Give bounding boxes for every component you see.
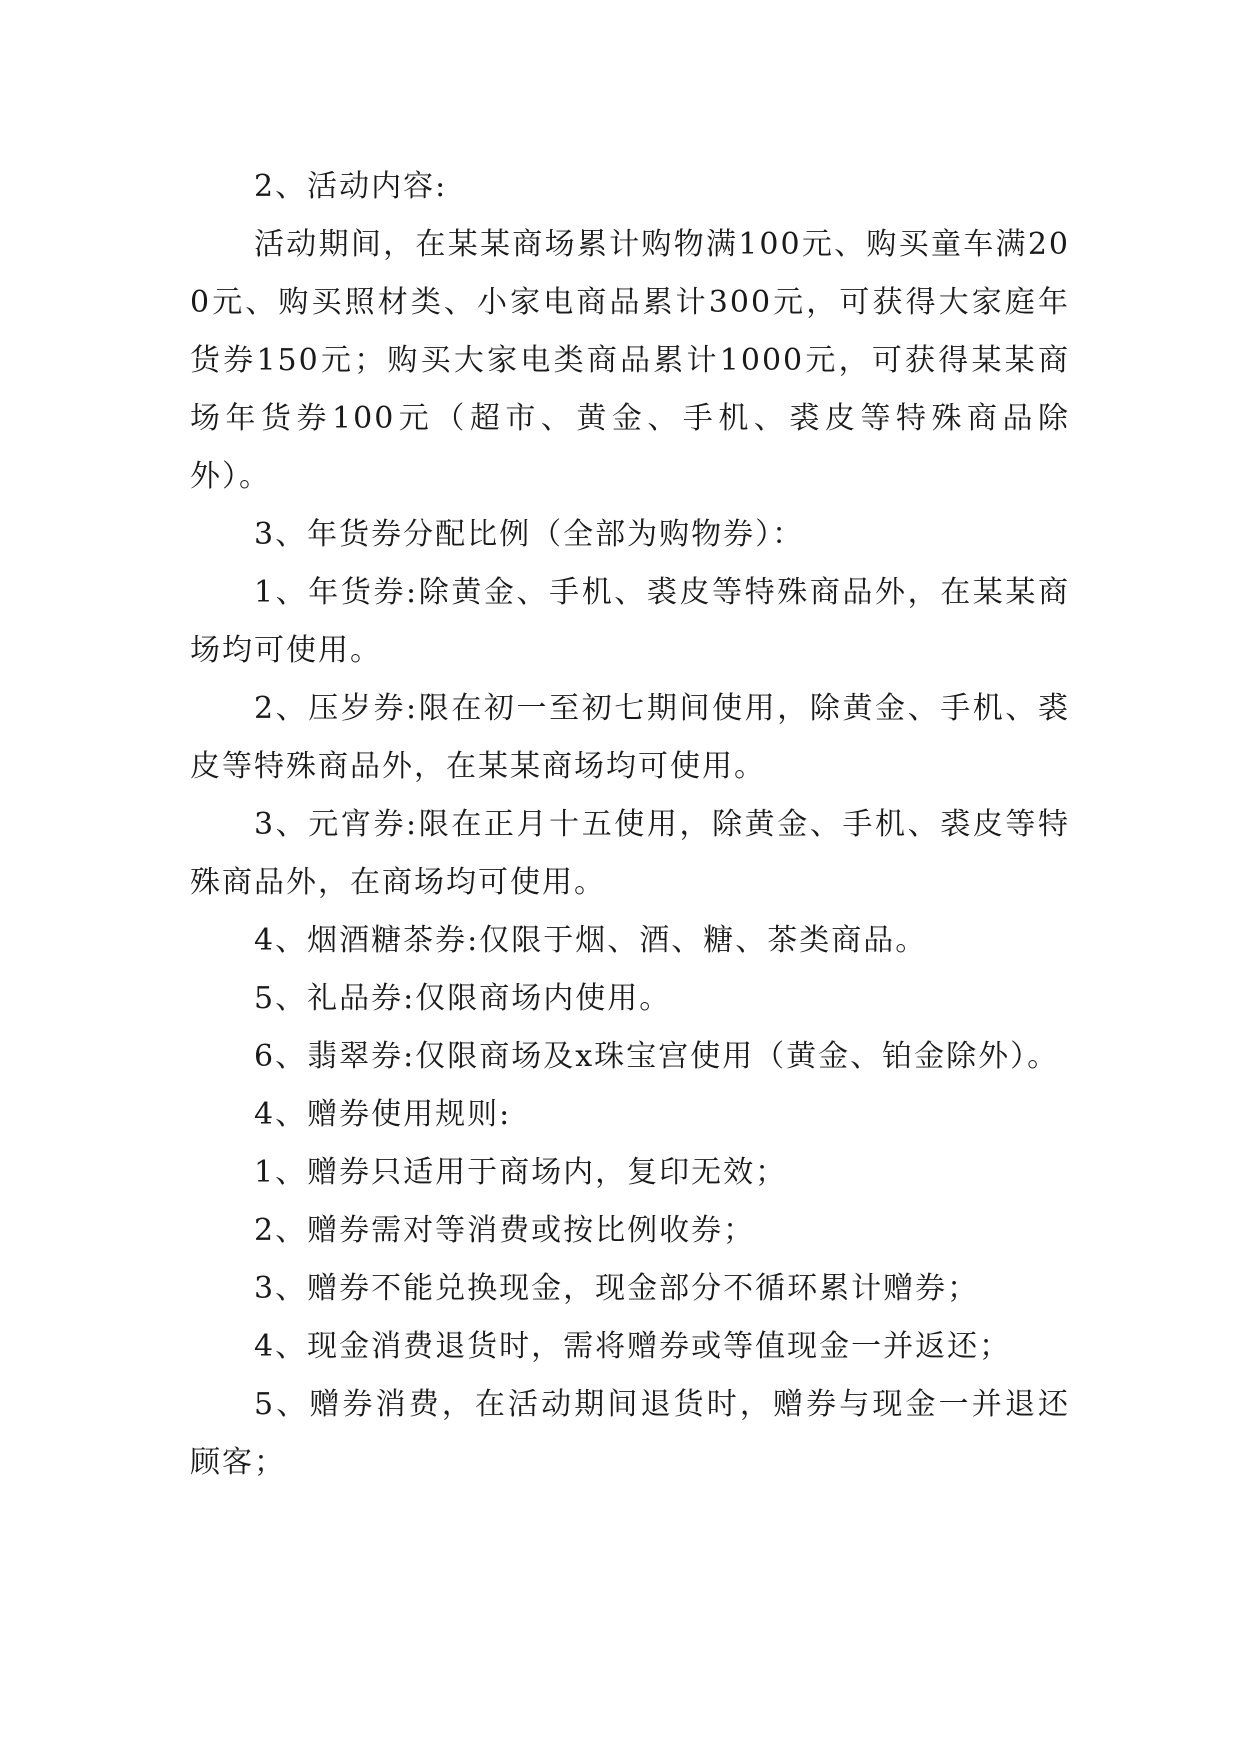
- section-heading-coupon-ratio: 3、年货券分配比例（全部为购物券）：: [254, 517, 805, 552]
- list-item-lucky-money-coupon: 2、压岁券:限在初一至初七期间使用，除黄金、手机、裘皮等特殊商品外，在某某商场均可使用。: [190, 691, 1070, 784]
- list-item-jade-coupon: 6、翡翠券:仅限商场及x珠宝宫使用（黄金、铂金除外）。: [254, 1039, 1060, 1074]
- list-item-rule-2: 2、赠券需对等消费或按比例收券；: [254, 1213, 756, 1248]
- paragraph-activity-details: 活动期间，在某某商场累计购物满100元、购买童车满200元、购买照材类、小家电商品累计300元，可获得大家庭年货券150元；购买大家电类商品累计1000元，可获得某某商场年货券100元（超市、黄金、手机、裘皮等特殊商品除外）。: [190, 227, 1070, 494]
- list-item-tobacco-wine-coupon: 4、烟酒糖茶券:仅限于烟、酒、糖、茶类商品。: [254, 923, 928, 958]
- list-item-new-year-coupon: 1、年货券:除黄金、手机、裘皮等特殊商品外，在某某商场均可使用。: [190, 575, 1070, 668]
- list-item-rule-5: 5、赠券消费，在活动期间退货时，赠券与现金一并退还顾客；: [190, 1387, 1070, 1480]
- list-item-gift-coupon: 5、礼品券:仅限商场内使用。: [254, 981, 672, 1016]
- list-item-rule-3: 3、赠券不能兑换现金，现金部分不循环累计赠券；: [254, 1271, 980, 1306]
- section-heading-coupon-rules: 4、赠券使用规则:: [254, 1097, 512, 1132]
- list-item-lantern-coupon: 3、元宵券:限在正月十五使用，除黄金、手机、裘皮等特殊商品外，在商场均可使用。: [190, 807, 1070, 900]
- list-item-rule-1: 1、赠券只适用于商场内，复印无效；: [254, 1155, 788, 1190]
- document-body: [190, 158, 1070, 1492]
- section-heading-activity-content: 2、活动内容:: [254, 169, 448, 204]
- list-item-rule-4: 4、现金消费退货时，需将赠券或等值现金一并返还；: [254, 1329, 1012, 1364]
